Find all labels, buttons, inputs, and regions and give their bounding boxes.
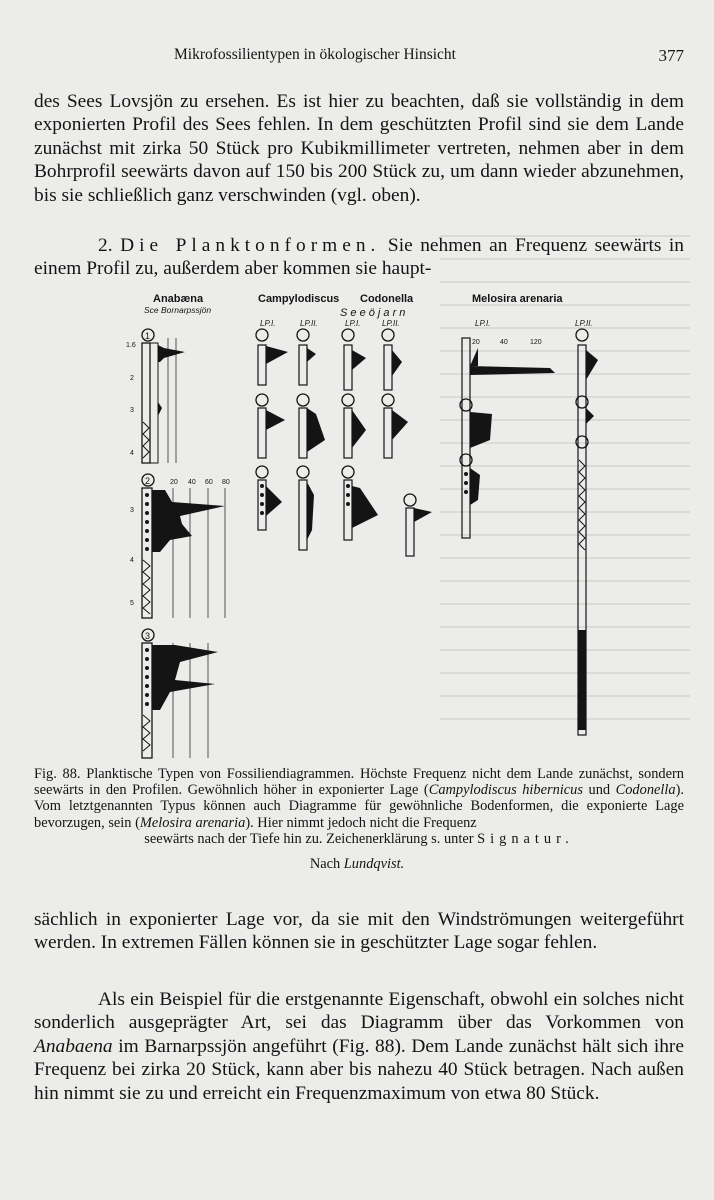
- marker-3: 3: [145, 631, 151, 641]
- caption-last-line: [34, 831, 684, 847]
- caption-text-2: ). Vom letztgenannten Typus können auch Diagramme für gewöhnliche Bodenformen, die exponierte Lage bevorzugen, sein (: [34, 782, 684, 831]
- scale-tick-80: 80: [222, 479, 230, 486]
- fossil-diagram-figure: [120, 290, 610, 760]
- label-campylodiscus: Campylodiscus: [258, 293, 340, 305]
- caption-species-campylodiscus: Campylodiscus hibernicus: [428, 782, 583, 799]
- paragraph-4: [34, 988, 684, 1105]
- running-title: Mikrofossilientypen in ökologischer Hinsicht: [174, 46, 456, 63]
- melosira-profiles: [460, 329, 598, 735]
- melosira-scale-40: 40: [500, 339, 508, 346]
- scale-tick-40: 40: [188, 479, 196, 486]
- anabaena-profile-2: [130, 474, 230, 618]
- caption-text-3: ). Hier nimmt jedoch nicht die Frequenz: [245, 814, 477, 831]
- melosira-scale-120: 120: [530, 339, 542, 346]
- paragraph-2-text: Sie nehmen an Frequenz seewärts in einem Profil zu, außerdem aber kommen sie haupt-: [34, 235, 684, 280]
- label-lake-name: S e e ö j a r n: [340, 307, 406, 319]
- label-anabaena-lake: Sce Bornarpssjön: [144, 305, 212, 315]
- list-number: 2.: [98, 235, 113, 256]
- caption-species-codonella: Codonella: [615, 782, 676, 799]
- paragraph-1: des Sees Lovsjön zu ersehen. Es ist hier zu beachten, daß sie vollständig in dem exponierten Profil des Sees fehlen. In dem geschützten Profil sind sie dem Lande zunächst mit zirka 50 Stück pro Kubikmillimeter vertreten, nehmen aber in dem Bohrprofil seewärts davon auf 150 bis 200 Stück zu, um dann wieder abzunehmen, bis sie schließlich ganz verschwinden (vgl. oben).: [34, 91, 684, 206]
- caption-label: Fig. 88.: [34, 766, 81, 782]
- paragraph-3: sächlich in exponierter Lage vor, da sie mit den Windströmungen weitergeführt werden. In extremen Fällen können sie in geschützter Lage sogar fehlen.: [34, 909, 684, 954]
- figure-caption: [34, 766, 684, 847]
- anabaena-profile-3: [142, 629, 218, 758]
- label-melosira: Melosira arenaria: [472, 293, 563, 305]
- credit-author: Lundqvist.: [343, 856, 405, 872]
- label-lp1-melosira: LP.I.: [475, 319, 491, 328]
- depth-tick-2: 2: [130, 375, 134, 382]
- depth-tick-1-6: 1.6: [126, 342, 136, 349]
- paragraph-4-species: Anabaena: [34, 1035, 113, 1057]
- figure-88-diagrams: [120, 290, 610, 760]
- figure-credit: [0, 856, 714, 873]
- caption-last-text: seewärts nach der Tiefe hin zu. Zeichenerklärung s. unter: [144, 830, 474, 847]
- paragraph-4-part-2: im Barnarpssjön angeführt (Fig. 88). Dem Lande zunächst hält sich ihre Frequenz bei zirka 20 Stück, kann aber bis nahezu 40 Stück betragen. Nach außen hin nimmt sie zu und erreicht ein Frequenzmaximum von etwa 80 Stück.: [34, 1035, 684, 1104]
- marker-2: 2: [145, 476, 151, 486]
- credit-prefix: Nach: [309, 856, 341, 872]
- depth-tick-4b: 4: [130, 557, 134, 564]
- caption-species-melosira: Melosira arenaria: [139, 814, 246, 831]
- scale-tick-60: 60: [205, 479, 213, 486]
- depth-tick-4: 4: [130, 450, 134, 457]
- scale-tick-20: 20: [170, 479, 178, 486]
- caption-signatur: Signatur.: [477, 830, 574, 847]
- paragraph-2: [34, 234, 684, 281]
- label-lp2-campylo: LP.II.: [300, 319, 318, 328]
- campylodiscus-profiles: [256, 329, 325, 550]
- marker-1: 1: [145, 331, 151, 341]
- section-heading-spaced: Die Planktonformen.: [120, 235, 381, 256]
- depth-tick-5: 5: [130, 600, 134, 607]
- label-lp2-codonella: LP.II.: [382, 319, 400, 328]
- label-lp1-campylo: LP.I.: [260, 319, 276, 328]
- caption-text: Planktische Typen von Fossiliendiagrammen. Höchste Frequenz nicht dem Lande zunächst, sondern seewärts in den Profilen. Gewöhnlich höher in exponierter Lage (: [34, 766, 684, 799]
- page-number: 377: [658, 46, 684, 65]
- anabaena-profile-1: [126, 329, 185, 463]
- depth-tick-3b: 3: [130, 507, 134, 514]
- caption-and: und: [582, 782, 616, 799]
- paragraph-4-part-1: Als ein Beispiel für die erstgenannte Eigenschaft, obwohl ein solches nicht sonderlich ausgeprägter Art, sei das Diagramm über das Vorkommen von: [34, 989, 684, 1034]
- melosira-scale-20: 20: [472, 339, 480, 346]
- codonella-profiles: [342, 329, 432, 556]
- depth-tick-3: 3: [130, 407, 134, 414]
- label-lp2-melosira: LP.II.: [575, 319, 593, 328]
- label-anabaena: Anabæna: [153, 293, 204, 305]
- label-lp1-codonella: LP.I.: [345, 319, 361, 328]
- label-codonella: Codonella: [360, 293, 414, 305]
